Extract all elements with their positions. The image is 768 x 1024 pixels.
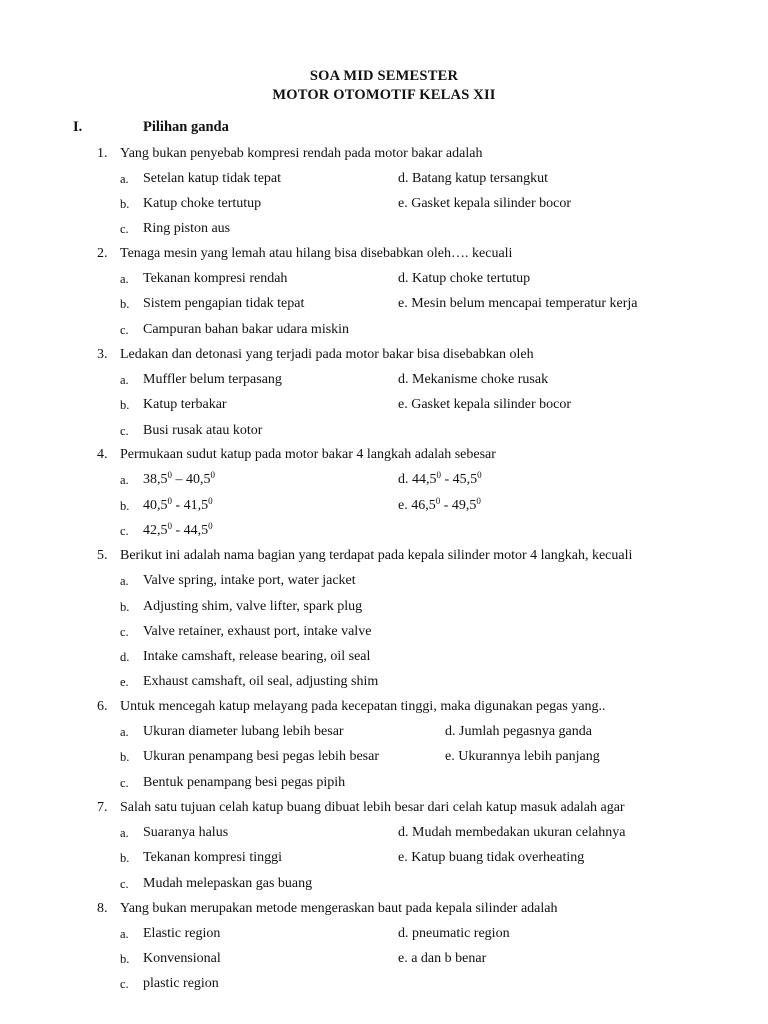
option-letter: c. xyxy=(120,524,129,538)
question-number: 4. xyxy=(97,447,108,462)
question-text: Permukaan sudut katup pada motor bakar 4 langkah adalah sebesar xyxy=(120,447,496,462)
option-row xyxy=(0,849,768,873)
option-text-right: d. Batang katup tersangkut xyxy=(398,171,549,186)
option-text-right xyxy=(398,497,481,515)
option-row xyxy=(0,170,768,194)
option-row xyxy=(0,623,768,647)
option-text-right: d. Mekanisme choke rusak xyxy=(398,372,549,387)
option-row xyxy=(0,975,768,999)
option-row xyxy=(0,321,768,345)
option-letter: c. xyxy=(120,776,129,790)
option-row xyxy=(0,396,768,420)
option-letter: d. xyxy=(120,650,130,664)
option-text: Mudah melepaskan gas buang xyxy=(143,876,313,891)
question-text: Yang bukan merupakan metode mengeraskan baut pada kepala silinder adalah xyxy=(120,901,558,916)
option-text xyxy=(143,471,215,489)
option-letter: a. xyxy=(120,826,129,840)
option-text xyxy=(143,497,213,515)
option-letter: a. xyxy=(120,574,129,588)
degree-superscript: 0 xyxy=(476,496,481,506)
option-letter: b. xyxy=(120,750,130,764)
option-text: Katup choke tertutup xyxy=(143,196,262,211)
question-number: 7. xyxy=(97,800,108,815)
option-row xyxy=(0,673,768,697)
angle-value: 40,5 xyxy=(143,498,168,513)
option-text-right: d. Katup choke tertutup xyxy=(398,271,531,286)
option-letter: a. xyxy=(120,272,129,286)
degree-superscript: 0 xyxy=(210,470,215,480)
option-text: Tekanan kompresi tinggi xyxy=(143,850,282,865)
question-1 xyxy=(0,145,768,169)
option-row xyxy=(0,371,768,395)
option-row xyxy=(0,925,768,949)
option-letter: c. xyxy=(120,625,129,639)
question-number: 1. xyxy=(97,146,108,161)
question-text: Tenaga mesin yang lemah atau hilang bisa disebabkan oleh…. kecuali xyxy=(120,246,513,261)
degree-superscript: 0 xyxy=(477,470,482,480)
option-row xyxy=(0,220,768,244)
option-row xyxy=(0,824,768,848)
question-4 xyxy=(0,446,768,470)
option-row xyxy=(0,522,768,546)
option-letter: a. xyxy=(120,373,129,387)
option-text: Valve retainer, exhaust port, intake valve xyxy=(143,624,372,639)
option-letter: a. xyxy=(120,172,129,186)
option-text: Campuran bahan bakar udara miskin xyxy=(143,322,350,337)
question-text: Yang bukan penyebab kompresi rendah pada motor bakar adalah xyxy=(120,146,483,161)
degree-superscript: 0 xyxy=(167,470,172,480)
degree-superscript: 0 xyxy=(167,496,172,506)
option-text-right: e. Mesin belum mencapai temperatur kerja xyxy=(398,296,638,311)
angle-value: – 40,5 xyxy=(172,472,211,487)
option-text: Adjusting shim, valve lifter, spark plug xyxy=(143,599,363,614)
angle-value: e. 46,5 xyxy=(398,498,436,513)
option-row xyxy=(0,422,768,446)
option-text: Sistem pengapian tidak tepat xyxy=(143,296,305,311)
option-letter: a. xyxy=(120,473,129,487)
angle-value: - 44,5 xyxy=(172,523,209,538)
option-letter: b. xyxy=(120,851,130,865)
option-row xyxy=(0,270,768,294)
option-text xyxy=(143,522,213,540)
option-text: Busi rusak atau kotor xyxy=(143,423,263,438)
option-text: Valve spring, intake port, water jacket xyxy=(143,573,356,588)
question-2 xyxy=(0,245,768,269)
option-letter: e. xyxy=(120,675,129,689)
option-letter: a. xyxy=(120,725,129,739)
option-text-right: d. Jumlah pegasnya ganda xyxy=(445,724,592,739)
question-number: 3. xyxy=(97,347,108,362)
option-text-right: e. a dan b benar xyxy=(398,951,487,966)
option-letter: b. xyxy=(120,197,130,211)
option-row xyxy=(0,950,768,974)
question-number: 2. xyxy=(97,246,108,261)
option-text: Ukuran penampang besi pegas lebih besar xyxy=(143,749,379,764)
option-letter: b. xyxy=(120,499,130,513)
degree-superscript: 0 xyxy=(436,470,441,480)
option-text: Intake camshaft, release bearing, oil seal xyxy=(143,649,371,664)
degree-superscript: 0 xyxy=(435,496,441,506)
option-text-right: e. Gasket kepala silinder bocor xyxy=(398,196,571,211)
question-8 xyxy=(0,900,768,924)
option-text: Tekanan kompresi rendah xyxy=(143,271,288,286)
option-letter: c. xyxy=(120,323,129,337)
option-text: Katup terbakar xyxy=(143,397,227,412)
option-letter: c. xyxy=(120,977,129,991)
option-text: Konvensional xyxy=(143,951,221,966)
question-5 xyxy=(0,547,768,571)
option-row xyxy=(0,748,768,772)
question-number: 6. xyxy=(97,699,108,714)
option-row xyxy=(0,648,768,672)
question-text: Salah satu tujuan celah katup buang dibuat lebih besar dari celah katup masuk adalah agar xyxy=(120,800,625,815)
option-text: Bentuk penampang besi pegas pipih xyxy=(143,775,346,790)
section-number: I. xyxy=(73,119,83,135)
option-letter: b. xyxy=(120,600,130,614)
option-letter: c. xyxy=(120,424,129,438)
degree-superscript: 0 xyxy=(208,496,213,506)
option-letter: c. xyxy=(120,877,129,891)
option-text: Elastic region xyxy=(143,926,221,941)
degree-superscript: 0 xyxy=(167,521,172,531)
option-text: Ring piston aus xyxy=(143,221,231,236)
option-row xyxy=(0,723,768,747)
option-text-right: e. Gasket kepala silinder bocor xyxy=(398,397,571,412)
option-row xyxy=(0,195,768,219)
question-6 xyxy=(0,698,768,722)
option-text-right: e. Katup buang tidak overheating xyxy=(398,850,585,865)
option-text: Suaranya halus xyxy=(143,825,229,840)
option-text: Exhaust camshaft, oil seal, adjusting shim xyxy=(143,674,379,689)
option-row xyxy=(0,774,768,798)
degree-superscript: 0 xyxy=(208,521,213,531)
page-title: SOA MID SEMESTER xyxy=(309,68,459,84)
option-row xyxy=(0,572,768,596)
angle-value: 42,5 xyxy=(143,523,168,538)
question-3 xyxy=(0,346,768,370)
angle-value: 38,5 xyxy=(143,472,168,487)
question-number: 8. xyxy=(97,901,108,916)
option-text: Ukuran diameter lubang lebih besar xyxy=(143,724,344,739)
page-subtitle: MOTOR OTOMOTIF KELAS XII xyxy=(272,87,496,103)
option-text: Muffler belum terpasang xyxy=(143,372,282,387)
option-row xyxy=(0,497,768,521)
question-7 xyxy=(0,799,768,823)
option-text-right: d. pneumatic region xyxy=(398,926,510,941)
option-row xyxy=(0,471,768,495)
angle-value: - 41,5 xyxy=(172,498,209,513)
angle-value: - 45,5 xyxy=(441,472,478,487)
option-row xyxy=(0,875,768,899)
angle-value: d. 44,5 xyxy=(398,472,437,487)
option-text: Setelan katup tidak tepat xyxy=(143,171,282,186)
question-number: 5. xyxy=(97,548,108,563)
question-text: Berikut ini adalah nama bagian yang terdapat pada kepala silinder motor 4 langkah, kecuali xyxy=(120,548,633,563)
option-letter: b. xyxy=(120,398,130,412)
section-title: Pilihan ganda xyxy=(143,119,229,135)
option-letter: a. xyxy=(120,927,129,941)
option-row xyxy=(0,598,768,622)
angle-value: - 49,5 xyxy=(440,498,477,513)
option-text-right: d. Mudah membedakan ukuran celahnya xyxy=(398,825,626,840)
question-text: Untuk mencegah katup melayang pada kecepatan tinggi, maka digunakan pegas yang.. xyxy=(120,699,606,714)
option-text-right: e. Ukurannya lebih panjang xyxy=(445,749,600,764)
option-letter: c. xyxy=(120,222,129,236)
option-row xyxy=(0,295,768,319)
question-text: Ledakan dan detonasi yang terjadi pada motor bakar bisa disebabkan oleh xyxy=(120,347,534,362)
option-letter: b. xyxy=(120,297,130,311)
option-text: plastic region xyxy=(143,976,219,991)
option-text-right xyxy=(398,471,482,489)
option-letter: b. xyxy=(120,952,130,966)
